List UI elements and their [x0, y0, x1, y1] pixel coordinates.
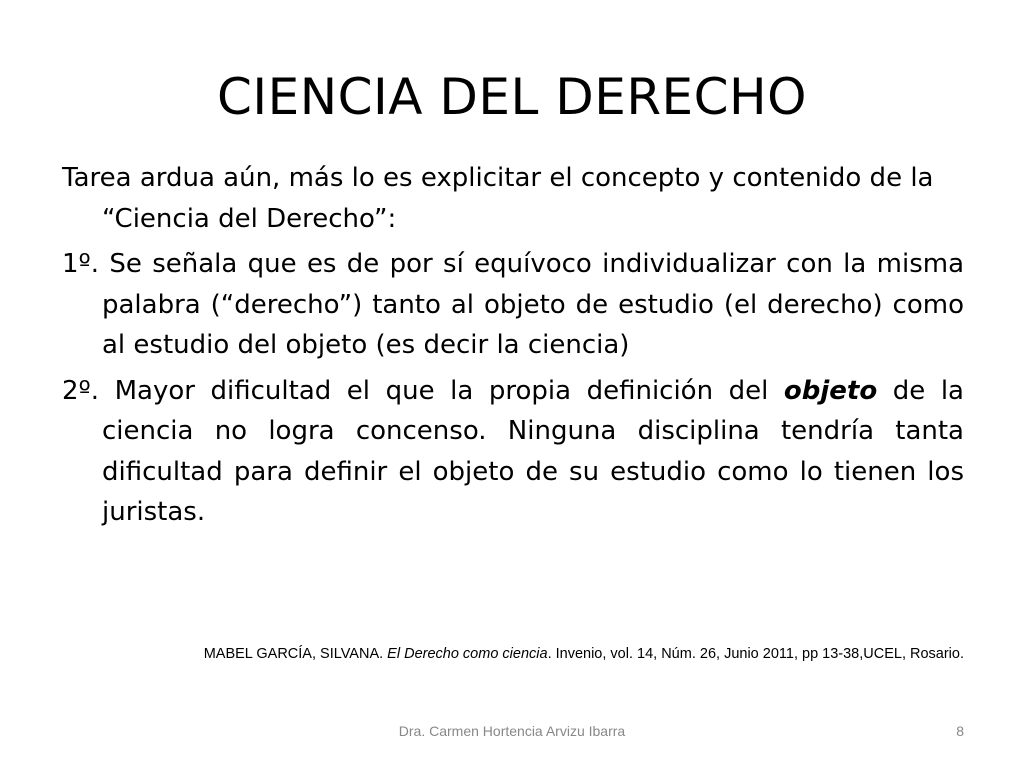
citation-author: MABEL GARCÍA, SILVANA. — [203, 646, 388, 662]
page-number: 8 — [956, 723, 964, 739]
citation-work-title: El Derecho como ciencia — [387, 646, 548, 662]
citation — [204, 644, 964, 664]
point-2-text-start: 2º. Mayor dificultad el que la propia definición del — [62, 375, 784, 406]
point-2-text-end: de la ciencia no logra concenso. Ninguna disciplina tendría tanta dificultad para definir el objeto de su estudio como lo tienen los juristas. — [102, 375, 964, 527]
slide-title: CIENCIA DEL DERECHO — [216, 68, 808, 126]
emphasis-objeto: objeto — [783, 375, 878, 406]
paragraph-point-2 — [62, 371, 964, 533]
citation-details: . Invenio, vol. 14, Núm. 26, Junio 2011, pp 13-38,UCEL, Rosario. — [547, 646, 964, 662]
footer-author: Dra. Carmen Hortencia Arvizu Ibarra — [398, 723, 626, 739]
slide-body — [62, 158, 964, 538]
paragraph-point-1: 1º. Se señala que es de por sí equívoco individualizar con la misma palabra (“derecho”) tanto al objeto de estudio (el derecho) como al estudio del objeto (es decir la ciencia) — [62, 249, 964, 360]
paragraph-intro: Tarea ardua aún, más lo es explicitar el concepto y contenido de la “Ciencia del Derecho”: — [62, 163, 934, 234]
